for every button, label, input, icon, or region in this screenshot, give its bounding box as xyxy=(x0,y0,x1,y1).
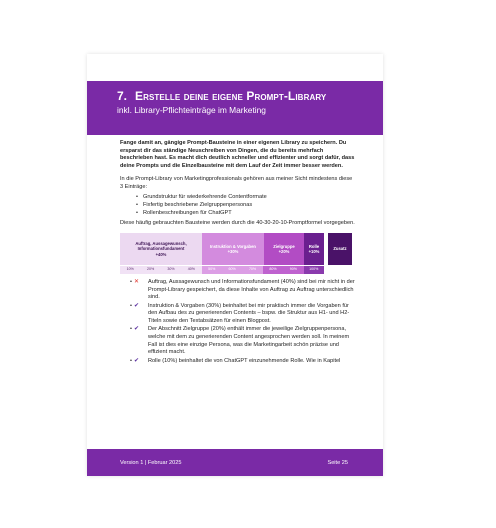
list-item: • ✔ Rolle (10%) beinhaltet die von ChatGPT einzunehmende Rolle. Wie in Kapitel xyxy=(130,358,356,366)
page-footer xyxy=(87,449,383,476)
formula-explanation-list xyxy=(130,279,356,365)
prompt-formula-graphic xyxy=(120,233,356,275)
list-item: • Rollenbeschreibungen für ChatGPT xyxy=(136,210,356,218)
formula-segment-rolle xyxy=(304,233,324,265)
scale-tick: 90% xyxy=(283,266,303,274)
segment-label: Auftrag, Aussagewunsch, Informationsfundament xyxy=(135,241,187,252)
list-item-text: Der Abschnitt Zielgruppe (20%) enthält immer die jeweilige Zielgruppenpersona, welche mit dem zu generierenden Content angesprochen werden soll. In meinem Fall ist dies eine einzige Persona, was die Marketingarbeit schön präzise und effizient macht. xyxy=(148,326,350,356)
scale-tick: 80% xyxy=(263,266,283,274)
document-page xyxy=(87,54,383,476)
formula-segment-zielgruppe xyxy=(264,233,304,265)
formula-segment-zusatz xyxy=(328,233,352,265)
check-icon: ✔ xyxy=(134,302,140,309)
page-body xyxy=(120,140,356,366)
paragraph-formula-intro: Diese häufig gebrauchten Bausteine werden durch die 40-30-20-10-Promptformel vorgegeben. xyxy=(120,220,355,227)
list-item: • ✔ Der Abschnitt Zielgruppe (20%) enthält immer die jeweilige Zielgruppenpersona, welche mit dem zu generierenden Content angesprochen werden soll. In meinem Fall ist dies eine einzige Persona, was die Marketingarbeit schön präzise und effizient macht. xyxy=(130,326,356,357)
chapter-header xyxy=(87,81,383,135)
scale-tick: 70% xyxy=(242,266,262,274)
list-item: • Grundstruktur für wiederkehrende Contentformate xyxy=(136,194,356,202)
segment-label: Zielgruppe xyxy=(273,243,295,249)
segment-value: +10% xyxy=(308,249,320,255)
list-item-text: Auftrag, Aussagewunsch und Informationsfundament (40%) sind bei mir nicht in der Prompt-Library gespeichert, da diese Inhalte von Auftrag zu Auftrag unterschiedlich sind. xyxy=(148,279,355,301)
chapter-title-text: Erstelle deine eigene Prompt-Library xyxy=(135,89,327,103)
list-item: • Fixfertig beschriebene Zielgruppenpersonas xyxy=(136,202,356,210)
chapter-subtitle: inkl. Library-Pflichteinträge im Marketing xyxy=(117,105,266,115)
scale-tick: 50% xyxy=(202,266,222,274)
intro-paragraph: Fange damit an, gängige Prompt-Bausteine in einer eigenen Library zu speichern. Du ersparst dir das ständige Neuschreiben von Dingen, die du bereits mehrfach beschrieben hast. Es macht dich deutlich schneller und effizienter und sorgt dafür, dass deine Prompts und die Einzelbausteine mit dem Lauf der Zeit immer besser werden. xyxy=(120,140,355,170)
footer-page-number: Seite 25 xyxy=(327,459,348,466)
scale-tick: 60% xyxy=(222,266,242,274)
scale-tick: 10% xyxy=(120,266,140,274)
segment-value: +40% xyxy=(155,251,167,257)
formula-segment-instruktion xyxy=(202,233,264,265)
segment-value: +20% xyxy=(278,249,290,255)
library-entries-list xyxy=(136,194,356,217)
chapter-title xyxy=(117,89,383,103)
scale-tick: 40% xyxy=(181,266,201,274)
check-icon: ✔ xyxy=(134,357,140,364)
scale-tick: 30% xyxy=(161,266,181,274)
list-item: • ✔ Instruktion & Vorgaben (30%) beinhaltet bei mir praktisch immer die Vorgaben für den Aufbau des zu generierenden Contents – bspw. die Struktur aus H1- und H2-Titeln sowie den Textabsätzen für einen Blogpost. xyxy=(130,303,356,326)
cross-icon: ✕ xyxy=(134,279,140,286)
list-item-text: Instruktion & Vorgaben (30%) beinhaltet bei mir praktisch immer die Vorgaben für den Aufbau des zu generierenden Contents – bspw. die Struktur aus H1- und H2-Titeln sowie den Textabsätzen für einen Blogpost. xyxy=(148,302,350,325)
check-icon: ✔ xyxy=(134,326,140,333)
paragraph-entries-intro: In die Prompt-Library von Marketingprofessionals gehören aus meiner Sicht mindestens diese 3 Einträge: xyxy=(120,175,353,190)
list-item-text: Rolle (10%) beinhaltet die von ChatGPT einzunehmende Rolle. Wie in Kapitel xyxy=(148,357,341,364)
segment-label: Zusatz xyxy=(333,246,347,252)
scale-tick: 20% xyxy=(140,266,160,274)
footer-version: Version 1 | Februar 2025 xyxy=(120,459,182,466)
chapter-number: 7. xyxy=(117,89,128,103)
list-item: • ✕ Auftrag, Aussagewunsch und Informationsfundament (40%) sind bei mir nicht in der Prompt-Library gespeichert, da diese Inhalte von Auftrag zu Auftrag unterschiedlich sind. xyxy=(130,279,355,301)
segment-label: Instruktion & Vorgaben xyxy=(210,243,256,249)
formula-segment-auftrag xyxy=(120,233,202,265)
segment-value: +30% xyxy=(227,249,239,255)
segment-label: Rolle xyxy=(308,243,320,249)
percentage-scale xyxy=(120,266,324,274)
scale-tick: 100% xyxy=(304,266,324,274)
